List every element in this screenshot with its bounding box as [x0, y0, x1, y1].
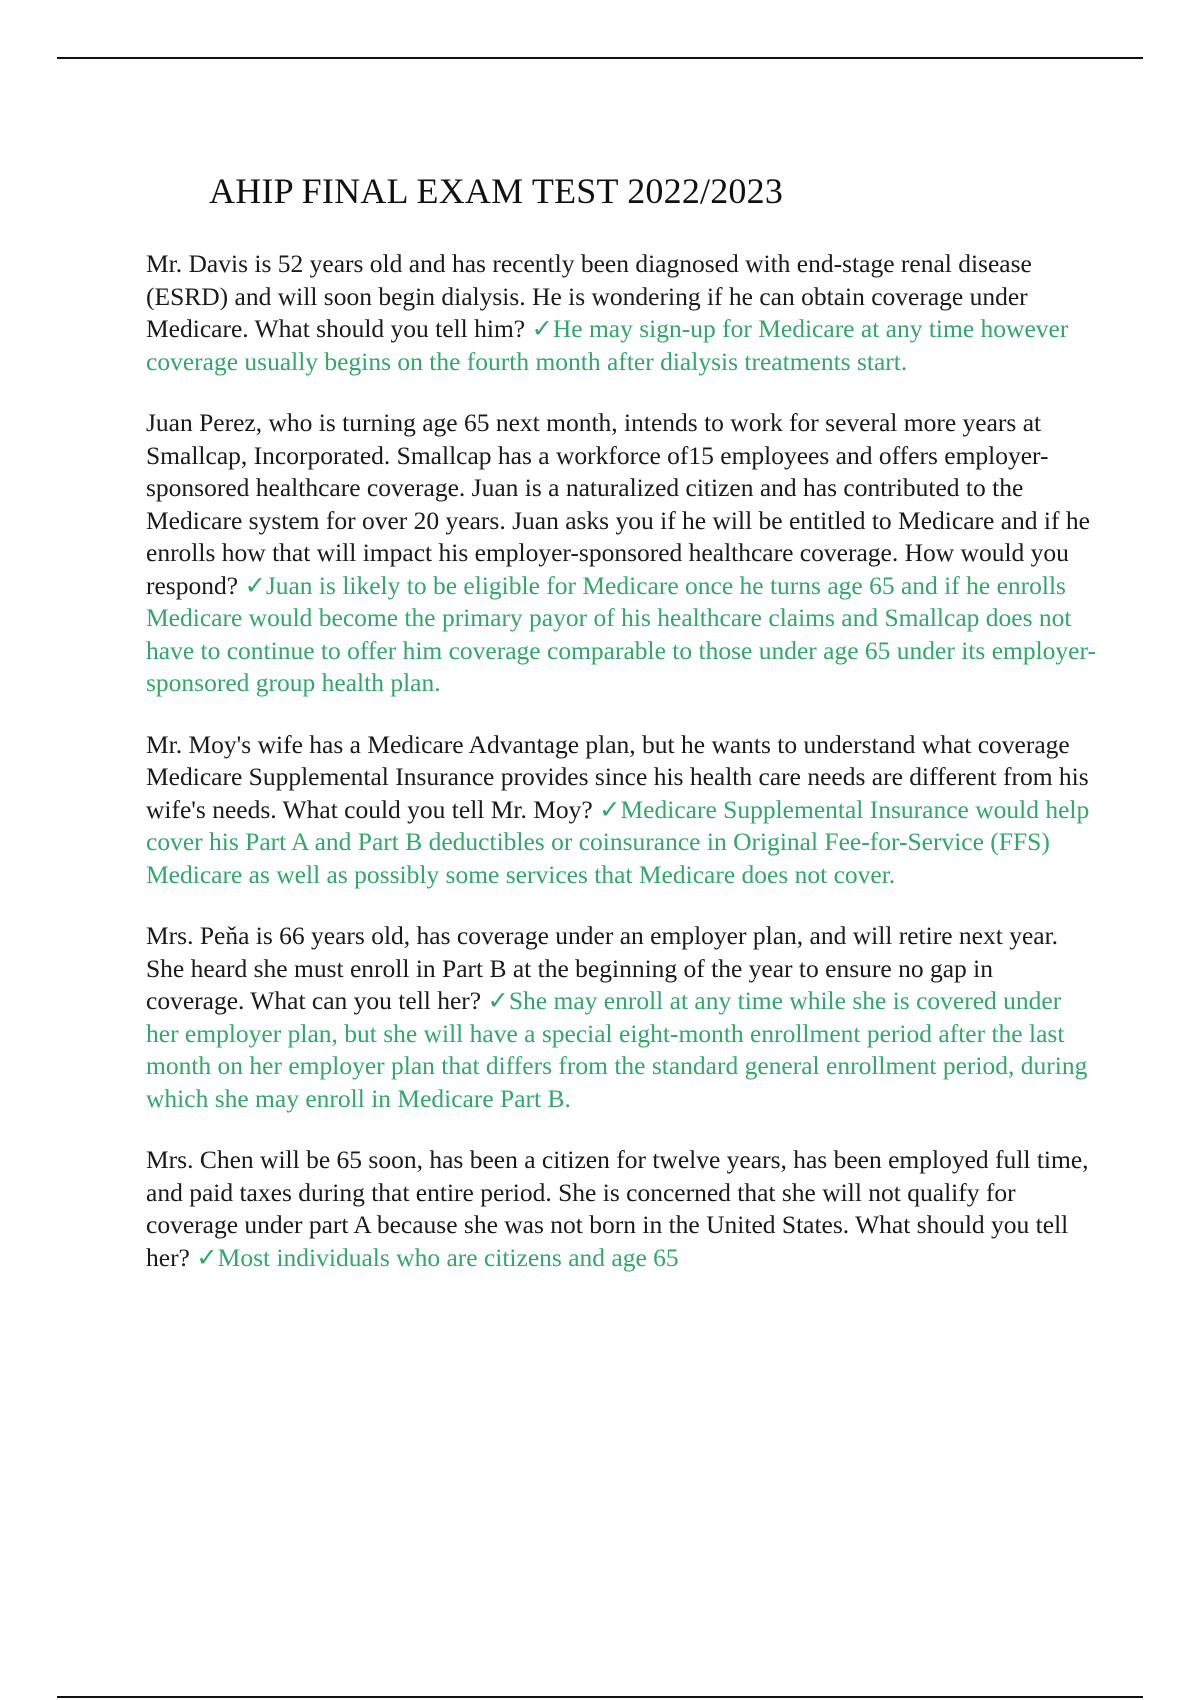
answer-text: ✓He may sign-up for Medicare at any time however coverage usually begins on the fourth month after dialysis treatments start. [146, 314, 1069, 376]
answer-text: ✓Juan is likely to be eligible for Medicare once he turns age 65 and if he enrolls Medicare would become the primary payor of his healthcare claims and Smallcap does not have to continue to offer him coverage comparable to those under age 65 under its employer-sponsored group health plan. [146, 570, 1096, 697]
check-icon: ✓ [196, 1242, 218, 1272]
check-icon: ✓ [487, 986, 509, 1015]
qa-item-3 [146, 729, 1096, 892]
answer-text: ✓Medicare Supplemental Insurance would help cover his Part A and Part B deductibles or coinsurance in Original Fee-for-Service (FFS) Medicare as well as possibly some services that Medicare does not cover. [146, 794, 1090, 889]
qa-item-2 [146, 407, 1096, 700]
question-text: Mrs. Chen will be 65 soon, has been a citizen for twelve years, has been employed full time, and paid taxes during that entire period. She is concerned that she will not qualify for coverage under part A because she was not born in the United States. What should you tell her? [146, 1145, 1089, 1272]
check-icon: ✓ [531, 314, 553, 343]
question-text: Mr. Davis is 52 years old and has recently been diagnosed with end-stage renal disease (ESRD) and will soon begin dialysis. He is wondering if he can obtain coverage under Medicare. What should you tell him? [146, 249, 1032, 343]
document-title: AHIP FINAL EXAM TEST 2022/2023 [209, 171, 784, 211]
question-text: Juan Perez, who is turning age 65 next month, intends to work for several more years at Smallcap, Incorporated. Smallcap has a workforce of15 employees and offers employer-sponsored healthcare coverage. Juan is a naturalized citizen and has contributed to the Medicare system for over 20 years. Juan asks you if he will be entitled to Medicare and if he enrolls how that will impact his employer-sponsored healthcare coverage. How would you respond? [146, 408, 1090, 600]
qa-list [146, 248, 1096, 1303]
top-rule [57, 57, 1143, 59]
answer-text: ✓She may enroll at any time while she is covered under her employer plan, but she will have a special eight-month enrollment period after the last month on her employer plan that differs from the standard general enrollment period, during which she may enroll in Medicare Part B. [146, 986, 1088, 1113]
check-icon: ✓ [599, 794, 621, 824]
check-icon: ✓ [244, 570, 266, 600]
qa-item-5 [146, 1144, 1096, 1274]
question-text: Mr. Moy's wife has a Medicare Advantage plan, but he wants to understand what coverage Medicare Supplemental Insurance provides since his health care needs are different from his wife's needs. What could you tell Mr. Moy? [146, 729, 1089, 824]
bottom-rule [57, 1696, 1143, 1698]
question-text: Mrs. Peňa is 66 years old, has coverage under an employer plan, and will retire next year. She heard she must enroll in Part B at the beginning of the year to ensure no gap in coverage. What can you tell her? [146, 921, 1059, 1015]
answer-text: ✓Most individuals who are citizens and age 65 [196, 1242, 679, 1272]
qa-item-4 [146, 920, 1096, 1115]
qa-item-1 [146, 248, 1096, 378]
